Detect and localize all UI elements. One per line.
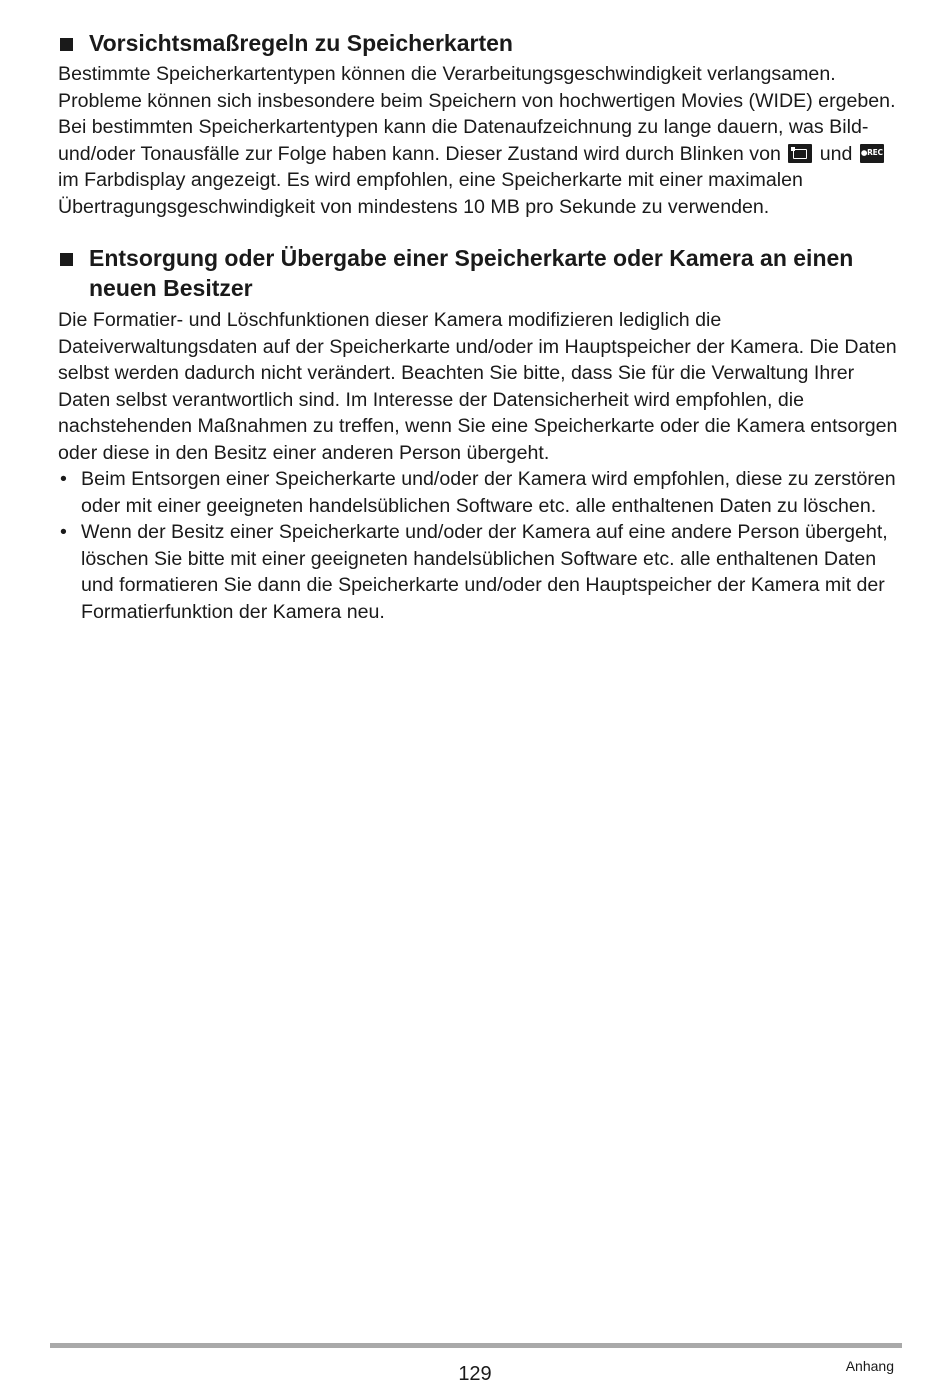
section-memory-card-precautions (58, 28, 898, 220)
section-heading (58, 28, 898, 58)
paragraph-text-part: im Farbdisplay angezeigt. Es wird empfohlen, eine Speicherkarte mit einer maximalen Übertragungsgeschwindigkeit von mindestens 10 MB pro Sekunde zu verwenden. (58, 169, 803, 218)
black-square-icon (60, 253, 73, 266)
bullet-icon: • (60, 521, 67, 543)
list-item (58, 466, 898, 519)
list-item-text: Beim Entsorgen einer Speicherkarte und/oder der Kamera wird empfohlen, diese zu zerstören oder mit einer geeigneten handelsüblichen Software etc. alle enthaltenen Daten zu löschen. (81, 468, 896, 517)
bullet-list (58, 466, 898, 625)
bullet-icon: • (60, 468, 67, 490)
section-heading-text: Entsorgung oder Übergabe einer Speicherkarte oder Kamera an einen neuen Besitzer (89, 245, 854, 301)
rec-icon-label: ●REC (860, 147, 883, 157)
footer-divider (50, 1343, 902, 1348)
section-paragraph: Die Formatier- und Löschfunktionen dieser Kamera modifizieren lediglich die Dateiverwaltungsdaten auf der Speicherkarte und/oder im Hauptspeicher der Kamera. Die Daten selbst werden dadurch nicht verändert. Beachten Sie bitte, dass Sie für die Verwaltung Ihrer Daten selbst verantwortlich sind. Im Interesse der Datensicherheit wird empfohlen, die nachstehenden Maßnahmen zu treffen, wenn Sie eine Speicherkarte oder die Kamera entsorgen oder diese in den Besitz einer anderen Person übergeht. (58, 309, 898, 464)
section-paragraph (58, 61, 898, 220)
section-heading-text: Vorsichtsmaßregeln zu Speicherkarten (89, 30, 513, 56)
memory-card-icon (788, 144, 812, 163)
paragraph-text-part: Bestimmte Speicherkartentypen können die Verarbeitungsgeschwindigkeit verlangsamen. Probleme können sich insbesondere beim Speichern von hochwertigen Movies (WIDE) ergeben. Bei bestimmten Speicherkartentypen kann die Datenaufzeichnung zu lange dauern, was Bild- und/oder Tonausfälle zur Folge haben kann. Dieser Zustand wird durch Blinken von (58, 63, 896, 165)
list-item (58, 519, 898, 625)
paragraph-text-part: und (814, 142, 858, 165)
page-number: 129 (458, 1363, 492, 1385)
list-item-text: Wenn der Besitz einer Speicherkarte und/oder der Kamera auf eine andere Person übergeht, löschen Sie bitte mit einer geeigneten handelsüblichen Software etc. alle enthaltenen Daten und formatieren Sie dann die Speicherkarte und/oder den Hauptspeicher der Kamera mit der Formatierfunktion der Kamera neu. (81, 521, 888, 623)
section-heading (58, 243, 898, 303)
section-disposal-transfer (58, 243, 898, 625)
rec-icon (860, 144, 884, 163)
black-square-icon (60, 38, 73, 51)
footer-section-name: Anhang (845, 1358, 894, 1374)
page-content (58, 28, 898, 625)
